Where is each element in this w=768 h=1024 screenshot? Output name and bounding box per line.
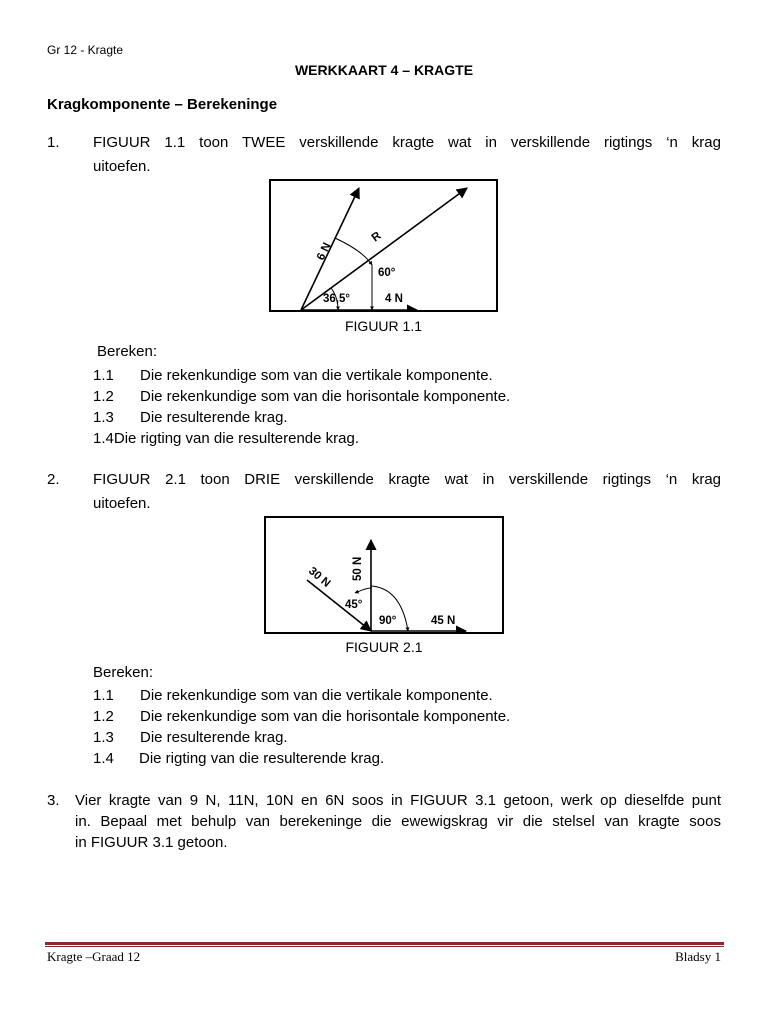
q1-text-line2: uitoefen. [93, 158, 151, 175]
footer-rule-thick [45, 942, 724, 945]
footer-left: Kragte –Graad 12 [47, 949, 141, 964]
q1-item: 1.3 Die resulterende krag. [93, 409, 288, 426]
footer-page-number: Bladsy 1 [675, 949, 721, 964]
q2-item: 1.4 Die rigting van die resulterende krag. [93, 750, 385, 767]
q2-item: 1.2 Die rekenkundige som van die horisontale komponente. [93, 708, 511, 725]
q2-text-line2: uitoefen. [93, 495, 151, 512]
label-50n: 50 N [352, 556, 364, 581]
q1-text-line1: FIGUUR 1.1 toon TWEE verskillende kragte wat in verskillende rigtings ‘n krag [93, 134, 721, 151]
q3-text-line1: Vier kragte van 9 N, 11N, 10N en 6N soos in FIGUUR 3.1 getoon, werk op dieselfde punt [75, 792, 721, 809]
figure-2-1-diagram [266, 518, 502, 632]
figure-1-1 [269, 179, 498, 312]
figure-1-1-diagram [271, 181, 496, 310]
q2-item: 1.1 Die rekenkundige som van die vertikale komponente. [93, 687, 493, 704]
q3-text-line3: in FIGUUR 3.1 getoon. [75, 834, 228, 851]
q2-item: 1.3 Die resulterende krag. [93, 729, 288, 746]
label-36-5-deg: 36,5° [323, 293, 350, 305]
q1-number: 1. [47, 134, 60, 151]
q3-number: 3. [47, 792, 60, 809]
angle-45-arc [355, 588, 371, 593]
q2-items [93, 686, 510, 769]
q2-text-line1: FIGUUR 2.1 toon DRIE verskillende kragte wat in verskillende rigtings ‘n krag [93, 471, 721, 488]
q2-bereken: Bereken: [93, 664, 154, 681]
course-label: Gr 12 - Kragte [47, 43, 124, 57]
label-4n: 4 N [385, 293, 403, 305]
figure-1-1-caption: FIGUUR 1.1 [344, 318, 422, 334]
q1-item: 1.2 Die rekenkundige som van die horisontale komponente. [93, 388, 511, 405]
label-45n: 45 N [431, 615, 456, 627]
figure-2-1-caption: FIGUUR 2.1 [345, 639, 423, 655]
label-6n: 6 N [314, 240, 334, 263]
footer-rule-thin [45, 946, 724, 947]
figure-2-1 [264, 516, 504, 634]
page-title: WERKKAART 4 – KRAGTE [294, 62, 474, 78]
label-30n: 30 N [306, 565, 333, 590]
q1-items [93, 366, 510, 449]
q1-item: 1.1 Die rekenkundige som van die vertikale komponente. [93, 367, 493, 384]
q2-number: 2. [47, 471, 60, 488]
label-90-deg: 90° [379, 615, 397, 627]
label-60-deg: 60° [378, 267, 396, 279]
q1-bereken: Bereken: [97, 343, 158, 360]
section-title: Kragkomponente – Berekeninge [47, 96, 278, 113]
label-45-deg: 45° [345, 599, 363, 611]
q1-item: 1.4Die rigting van die resulterende krag. [93, 430, 359, 447]
q3-text-line2: in. Bepaal met behulp van berekeninge die ewewigskrag vir die stelsel van kragte soos [75, 813, 721, 830]
label-resultant: R [369, 229, 384, 245]
